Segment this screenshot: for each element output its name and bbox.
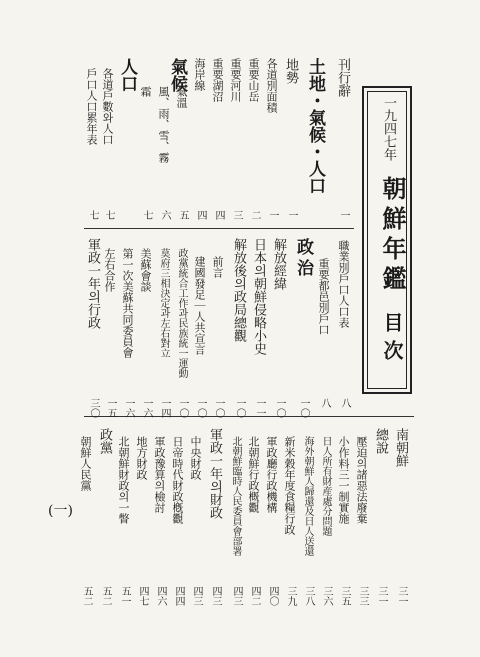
title-main: 朝鮮年鑑 [378,176,407,296]
toc-item-political-overview: 解放後의政局總觀 [231,238,246,342]
toc-item-party-unification: 政黨統合工作과民族統一運動 [176,248,187,378]
toc-heading-politics: 政治 [293,238,313,280]
toc-item-liberation: 解放經緯 [271,238,286,290]
toc-item-tenancy: 小作料三一制實施 [337,436,350,524]
toc-item-military-admin: 軍政一年의行政 [85,238,100,329]
toc-item-left-right-coalition: 左右合作 [103,248,116,292]
toc-item-temperature: 氣溫 [175,86,188,108]
toc-item-moscow-decision: 莫府三相決定과左右對立 [158,248,169,358]
toc-item-local-finance: 地方財政 [135,436,148,480]
toc-item-food-admin: 新米穀年度食糧行政 [283,436,296,535]
toc-item-joint-commission: 第一次美蘇共同委員會 [121,248,134,358]
document-page: 一九四七年 朝鮮年鑑 目次 刊行辭 一 土地・氣候・人口 地勢 一 各道別面積 一 重要山岳 二 重要河川 三 重要湖沼 四 海岸線 四 氣候 氣溫 五 風、雨、雪、霧 六 霜 七 人口 各道戶數와人口 七 戶口人口累年表 七 職業別戶口人口表 八 重要都邑別戶口 八 政治 一〇 解放經緯 一〇 日本의朝鮮侵略小史 一一 解放後의政局總觀 一〇 前言 一〇 建國發足｜人共宣言 一〇 政黨統合工作과民族統一運動 一〇 莫府三相決定과左右對立 一四 美蘇會談 一六 第一次美蘇共同委員會 一六 左右合作 一五 軍政一年의行政 三〇 南朝鮮 三一 總說 三一 壓迫의諸惡法廢棄 三三 小作料三一制實施 三五 日人所有財産處分問題 三六 海外朝鮮人歸還及日人送還 三八 新米穀年度食糧行政 三九 軍政廳行政機構 四〇 北朝鮮行政概觀 四二 北朝鮮臨時人民委員會部署 四三 軍政一年의財政 四三 中央財政 四三 日帝時代財政槪觀 四四 軍政豫算의檢討 四六 地方財政 四七 北朝鮮財政의一瞥 五一 政黨 五二 朝鮮人民黨 五二 (一) [0,0,480,657]
toc-item-central-finance: 中央財政 [189,436,202,480]
toc-item-terrain: 地勢 [283,58,298,84]
toc-item-invasion-history: 日本의朝鮮侵略小史 [251,238,266,355]
toc-item-preface: 刊行辭 [335,58,350,97]
toc-item-finance: 軍政一年의財政 [207,428,222,519]
toc-item-mountains: 重要山岳 [247,58,260,102]
toc-item-north-committee: 北朝鮮臨時人民委員會部署 [230,436,241,556]
toc-item-peoples-party: 朝鮮人民黨 [79,436,92,491]
toc-item-budget-review: 軍政豫算의檢討 [153,436,166,513]
toc-item-japanese-property: 日人所有財産處分問題 [320,436,331,536]
toc-item-repatriation: 海外朝鮮人歸還及日人送還 [302,436,313,556]
title-sub: 目次 [380,312,404,368]
toc-item-weather: 風、雨、雪、霧 [157,86,170,163]
toc-item-north-finance: 北朝鮮財政의一瞥 [117,436,130,524]
toc-item-admin-structure: 軍政廳行政機構 [265,436,278,513]
toc-item-repeal-laws: 壓迫의諸惡法廢棄 [355,436,368,524]
toc-item-households: 各道戶數와人口 [101,68,114,145]
toc-item-area: 各道別面積 [265,58,278,113]
toc-heading-parties: 政黨 [97,428,112,454]
toc-item-lakes: 重要湖沼 [211,58,224,102]
toc-item-general: 總說 [373,428,388,454]
toc-item-north-admin: 北朝鮮行政概觀 [247,436,260,513]
toc-item-us-soviet-talks: 美蘇會談 [139,248,152,292]
toc-item-population-table: 戶口人口累年表 [85,68,98,145]
toc-item-cities: 重要都邑別戶口 [317,258,330,335]
page-number: (一) [48,503,73,519]
toc-item-occupation: 職業別戶口人口表 [337,240,350,328]
title-year: 一九四七年 [381,96,396,161]
toc-heading-population: 人口 [117,58,137,92]
toc-item-coastline: 海岸線 [193,58,206,91]
toc-heading-land: 土地・氣候・人口 [305,58,325,194]
toc-heading-climate: 氣候 [167,58,187,92]
toc-item-colonial-finance: 日帝時代財政槪觀 [171,436,184,524]
toc-item-foreword: 前言 [211,256,224,278]
toc-item-founding: 建國發足｜人共宣言 [193,256,206,355]
toc-item-rivers: 重要河川 [229,58,242,102]
toc-item-frost: 霜 [139,86,152,97]
toc-heading-south-korea: 南朝鮮 [393,428,408,467]
section-divider-top [84,228,354,229]
